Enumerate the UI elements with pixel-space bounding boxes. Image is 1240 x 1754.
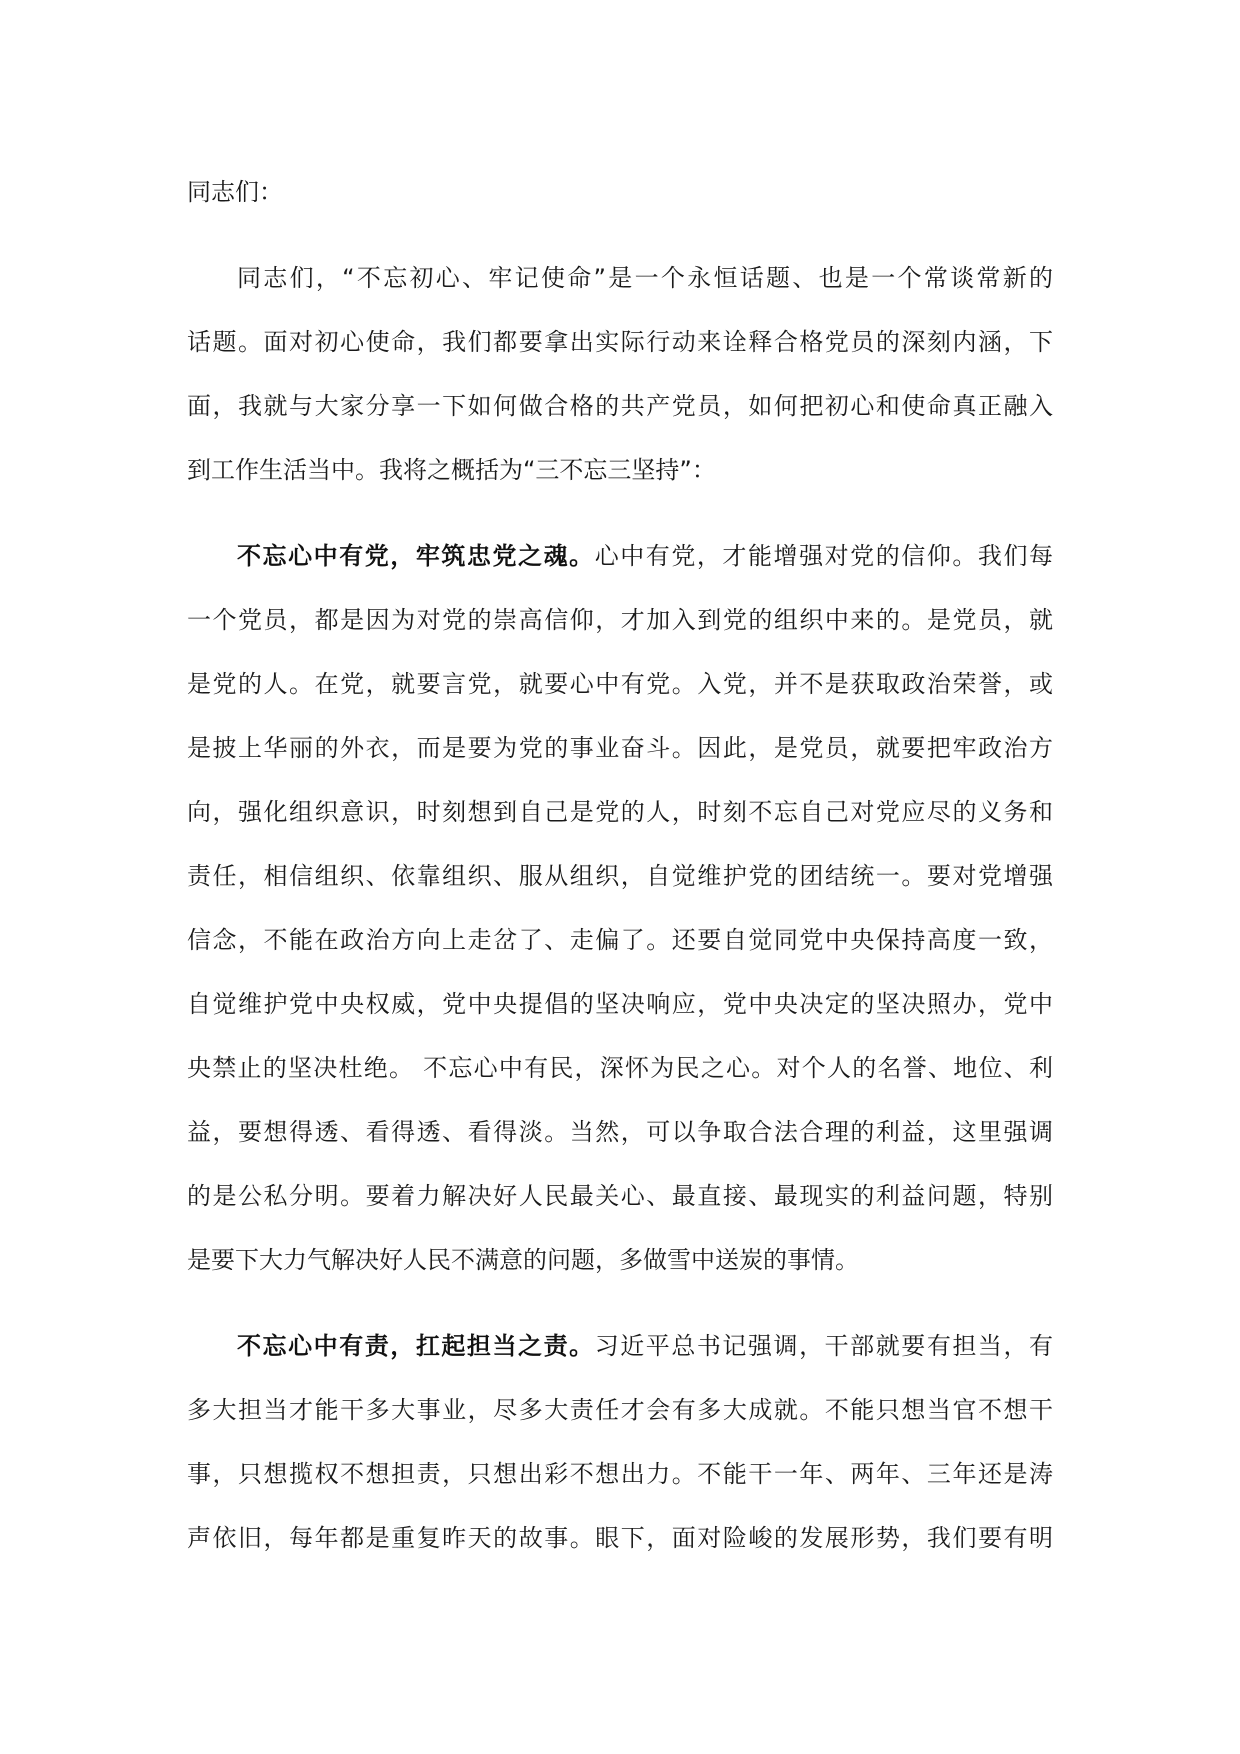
- paragraph-line: 向，强化组织意识，时刻想到自己是党的人，时刻不忘自己对党应尽的义务和: [187, 798, 1053, 826]
- paragraph-line: 事，只想揽权不想担责，只想出彩不想出力。不能干一年、两年、三年还是涛: [187, 1460, 1053, 1488]
- paragraph-line: [187, 1314, 1053, 1378]
- paragraph-line: 到工作生活当中。我将之概括为“三不忘三坚持”：: [187, 456, 716, 484]
- section-1-paragraph: [187, 524, 1053, 1292]
- section-1-first-line-text: 心中有党，才能增强对党的信仰。我们每: [594, 542, 1054, 570]
- paragraph-line: 是披上华丽的外衣，而是要为党的事业奋斗。因此，是党员，就要把牢政治方: [187, 734, 1053, 762]
- paragraph-line: 益，要想得透、看得透、看得淡。当然，可以争取合法合理的利益，这里强调: [187, 1118, 1053, 1146]
- paragraph-line: 同志们，“不忘初心、牢记使命”是一个永恒话题、也是一个常谈常新的: [237, 264, 1053, 292]
- section-1-heading: 不忘心中有党，牢筑忠党之魂。: [237, 542, 595, 570]
- paragraph-line: 声依旧，每年都是重复昨天的故事。眼下，面对险峻的发展形势，我们要有明: [187, 1524, 1053, 1552]
- intro-paragraph: [187, 246, 1053, 502]
- paragraph-line: 话题。面对初心使命，我们都要拿出实际行动来诠释合格党员的深刻内涵，下: [187, 328, 1053, 356]
- paragraph-line: 信念，不能在政治方向上走岔了、走偏了。还要自觉同党中央保持高度一致，: [187, 926, 1053, 954]
- paragraph-line: 多大担当才能干多大事业，尽多大责任才会有多大成就。不能只想当官不想干: [187, 1396, 1053, 1424]
- paragraph-line: 的是公私分明。要着力解决好人民最关心、最直接、最现实的利益问题，特别: [187, 1182, 1053, 1210]
- section-2-paragraph: [187, 1314, 1053, 1570]
- paragraph-line: 面，我就与大家分享一下如何做合格的共产党员，如何把初心和使命真正融入: [187, 392, 1053, 420]
- salutation: 同志们：: [187, 178, 283, 206]
- section-2-heading: 不忘心中有责，扛起担当之责。: [237, 1332, 595, 1360]
- paragraph-line: 责任，相信组织、依靠组织、服从组织，自觉维护党的团结统一。要对党增强: [187, 862, 1053, 890]
- document-body: [187, 160, 1053, 1570]
- paragraph-line: 一个党员，都是因为对党的崇高信仰，才加入到党的组织中来的。是党员，就: [187, 606, 1053, 634]
- paragraph-line: 是要下大力气解决好人民不满意的问题，多做雪中送炭的事情。: [187, 1246, 859, 1274]
- paragraph-line: [187, 524, 1053, 588]
- paragraph-line: 央禁止的坚决杜绝。 不忘心中有民，深怀为民之心。对个人的名誉、地位、利: [187, 1054, 1053, 1082]
- paragraph-line: 是党的人。在党，就要言党，就要心中有党。入党，并不是获取政治荣誉，或: [187, 670, 1053, 698]
- section-2-first-line-text: 习近平总书记强调，干部就要有担当，有: [594, 1332, 1054, 1360]
- paragraph-line: 自觉维护党中央权威，党中央提倡的坚决响应，党中央决定的坚决照办，党中: [187, 990, 1053, 1018]
